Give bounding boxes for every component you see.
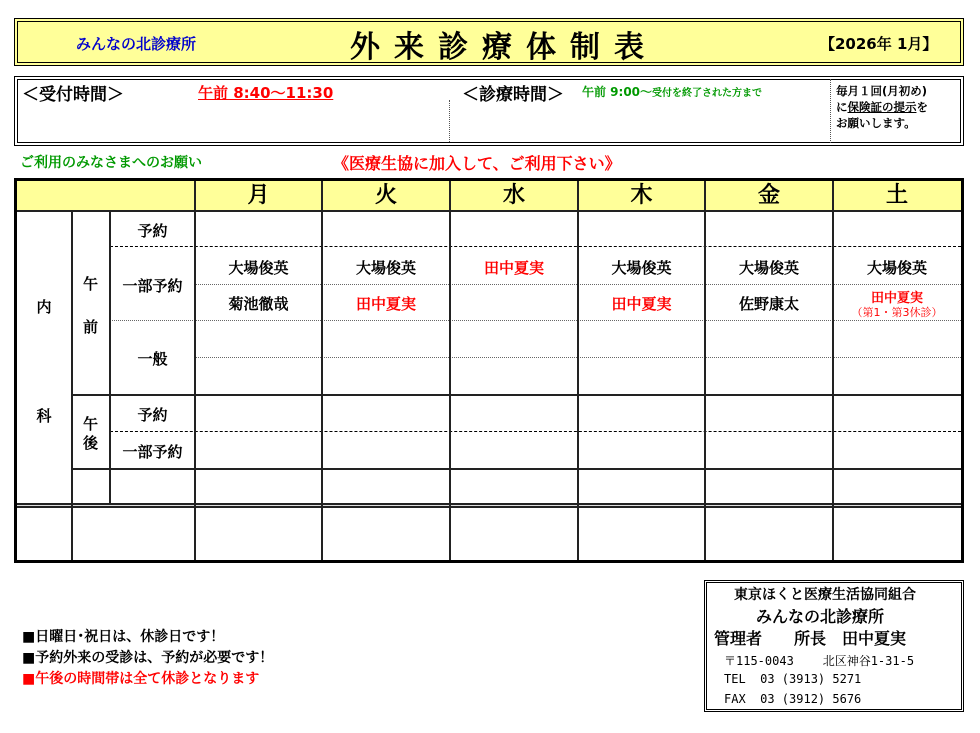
- col-divider: [577, 181, 579, 560]
- reception-hours-value: 午前 8:40～11:30: [198, 84, 334, 102]
- department-label: 内: [36, 298, 52, 316]
- row-divider: [72, 394, 961, 396]
- postal-address: 〒115-0043 北区神谷1-31-5: [724, 654, 915, 668]
- divider: [449, 100, 450, 142]
- note-item: ■日曜日･祝日は、休診日です！: [22, 629, 225, 645]
- divider: [830, 79, 831, 143]
- row-label-am-general: 一般: [137, 350, 168, 368]
- row-divider: [72, 468, 961, 470]
- doctor-cell-sat-1: 大場俊英: [866, 259, 927, 277]
- afternoon-label: 午: [82, 415, 98, 433]
- page-title: 外来診療体制表: [350, 30, 658, 65]
- doctor-cell-thu-1: 大場俊英: [611, 259, 672, 277]
- day-header-fri: 金: [757, 183, 780, 208]
- coop-message: 《医療生協に加入して、ご利用下さい》: [333, 154, 621, 173]
- day-header-mon: 月: [247, 183, 270, 208]
- row-label-pm-reserve: 予約: [137, 406, 168, 424]
- notes-list: [22, 627, 273, 690]
- consult-hours-value: [582, 83, 762, 100]
- col-divider: [832, 181, 834, 560]
- morning-label: 午: [82, 275, 98, 293]
- note-item: ■午後の時間帯は全て休診となります: [22, 671, 260, 687]
- morning-label: 前: [82, 318, 98, 336]
- manager-name: 管理者 所長 田中夏実: [714, 629, 907, 648]
- double-divider: [17, 503, 961, 508]
- day-header-wed: 水: [502, 183, 525, 208]
- day-header-tue: 火: [374, 183, 397, 208]
- text: に: [836, 100, 848, 114]
- doctor-cell-tue-2: 田中夏実: [355, 295, 416, 313]
- request-label: ご利用のみなさまへのお願い: [20, 155, 202, 171]
- row-label-am-reserve: 予約: [137, 222, 168, 240]
- day-header-thu: 木: [630, 183, 653, 208]
- reception-hours-label: ＜受付時間＞: [22, 85, 124, 105]
- consult-time: 午前 9:00～: [582, 85, 653, 99]
- day-header-sat: 土: [885, 183, 908, 208]
- note-item: ■予約外来の受診は、予約が必要です！: [22, 650, 274, 666]
- doctor-cell-thu-2: 田中夏実: [611, 295, 672, 313]
- department-label: 科: [36, 407, 52, 425]
- doctor-cell-mon-2: 菊池徹哉: [228, 295, 289, 313]
- row-label-am-partial: 一部予約: [122, 277, 183, 295]
- row-label-pm-partial: 一部予約: [122, 443, 183, 461]
- doctor-cell-fri-1: 大場俊英: [738, 259, 799, 277]
- doctor-cell-mon-1: 大場俊英: [228, 259, 289, 277]
- consult-hours-label: ＜診療時間＞: [462, 85, 564, 105]
- afternoon-label: 後: [82, 434, 98, 452]
- coop-name: 東京ほくと医療生活協同組合: [734, 587, 916, 603]
- doctor-cell-fri-2: 佐野康太: [738, 295, 799, 313]
- insurance-note: [836, 83, 928, 131]
- address-clinic-name: みんなの北診療所: [756, 607, 885, 626]
- month-label: 【2026年 1月】: [820, 35, 938, 53]
- insurance-note-line: 毎月１回(月初め): [836, 84, 928, 98]
- doctor-cell-sat-2: 田中夏実: [870, 291, 923, 306]
- consult-note: 受付を終了された方まで: [652, 88, 763, 99]
- doctor-cell-sat-2-note: （第1・第3休診）: [851, 306, 943, 319]
- text: を: [916, 100, 928, 114]
- doctor-cell-wed-1: 田中夏実: [483, 259, 544, 277]
- emphasis-text: 保険証の提示: [847, 100, 917, 114]
- doctor-cell-tue-1: 大場俊英: [355, 259, 416, 277]
- insurance-note-line: お願いします。: [836, 116, 916, 130]
- col-divider: [321, 181, 323, 560]
- clinic-name: みんなの北診療所: [76, 35, 197, 53]
- col-divider: [704, 181, 706, 560]
- col-divider: [449, 181, 451, 560]
- col-divider: [71, 211, 73, 560]
- insurance-note-line: [836, 99, 928, 115]
- phone-number: TEL 03 (3913) 5271: [724, 672, 862, 686]
- fax-number: FAX 03 (3912) 5676: [724, 692, 862, 706]
